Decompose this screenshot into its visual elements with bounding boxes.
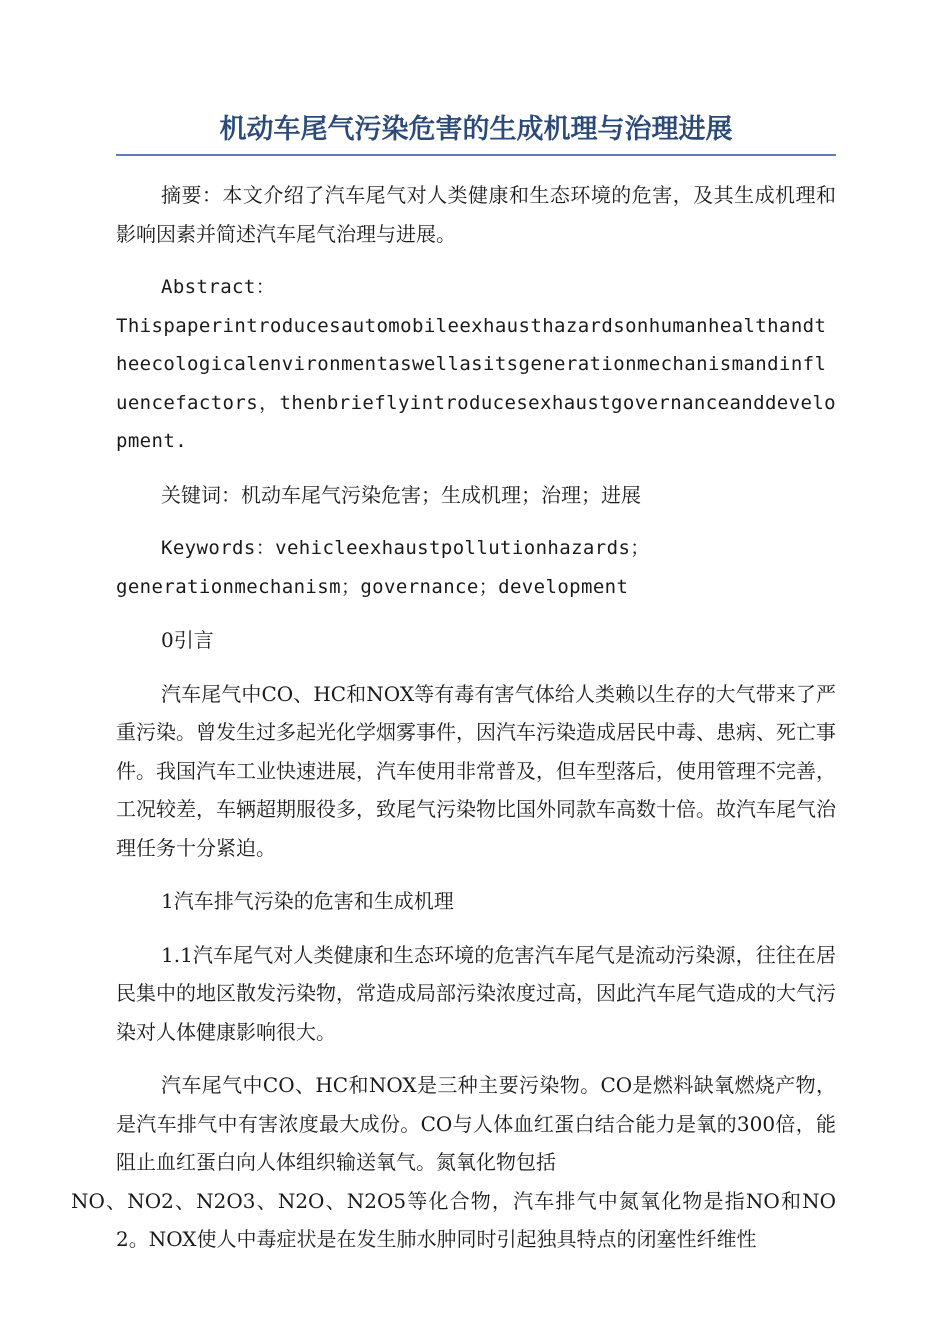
title-underline [116,154,836,156]
section-0-heading: 0引言 [161,628,214,652]
section-0-paragraph: 汽车尾气中CO、HC和NOX等有毒有害气体给人类赖以生存的大气带来了严重污染。曾发生过多起光化学烟雾事件，因汽车污染造成居民中毒、患病、死亡事件。我国汽车工业快速进展，汽车使用非常普及，但车型落后，使用管理不完善，工况较差，车辆超期服役多，致尾气污染物比国外同款车高数十倍。故汽车尾气治理任务十分紧迫。 [116,681,836,860]
document-page [71,112,836,1274]
document-title: 机动车尾气污染危害的生成机理与治理进展 [219,114,733,145]
section-1-heading: 1汽车排气污染的危害和生成机理 [161,889,454,913]
pollutants-paragraph-part1: 汽车尾气中CO、HC和NOX是三种主要污染物。CO是燃料缺氧燃烧产物，是汽车排气中有害浓度最大成份。CO与人体血红蛋白结合能力是氧的300倍，能阻止血红蛋白向人体组织输送氧气。氮氧化物包括 [116,1073,836,1174]
keywords-en-line2: generationmechanism；governance；development [116,575,629,598]
abstract-en [116,268,836,307]
keywords-en-line1: Keywords：vehicleexhaustpollutionhazards； [161,537,650,559]
keywords-en [116,529,836,606]
abstract-en-text: Thispaperintroducesautomobileexhausthazardsonhumanhealthandtheecologicalenvironmentaswellasitsgenerationmechanismandinfluencefactors，thenbrieflyintroducesexhaustgovernanceanddevelopment. [116,314,836,452]
section-1-1-paragraph: 1.1汽车尾气对人类健康和生态环境的危害汽车尾气是流动污染源，往往在居民集中的地区散发污染物，常造成局部污染浓度过高，因此汽车尾气造成的大气污染对人体健康影响很大。 [116,942,836,1044]
abstract-cn: 摘要：本文介绍了汽车尾气对人类健康和生态环境的危害，及其生成机理和影响因素并简述汽车尾气治理与进展。 [116,183,836,246]
pollutants-paragraph [71,1066,836,1259]
pollutants-paragraph-part2: NO、NO2、N2O3、N2O、N2O5等化合物，汽车排气中氮氧化物是指NO和NO2。NOX使人中毒症状是在发生肺水肿同时引起独具特点的闭塞性纤维性 [71,1188,836,1251]
keywords-cn: 关键词：机动车尾气污染危害；生成机理；治理；进展 [161,482,641,507]
abstract-en-label: Abstract： [161,276,276,298]
